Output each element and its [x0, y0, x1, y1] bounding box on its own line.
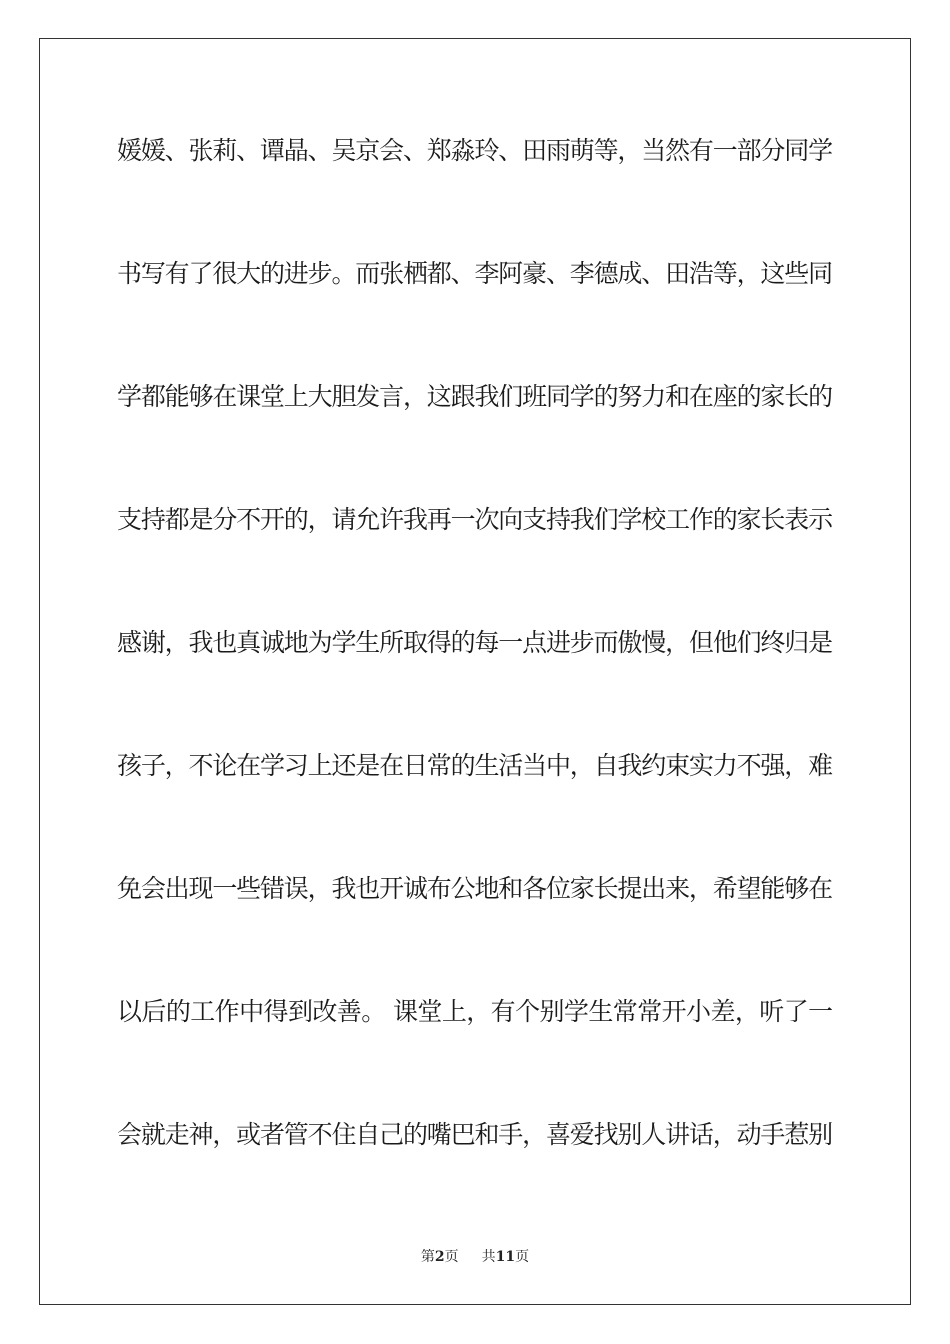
text-line-4: 支持都是分不开的，请允许我再一次向支持我们学校工作的家长表示	[117, 505, 832, 534]
page-number: 2	[434, 1249, 445, 1265]
page-indicator	[421, 1246, 459, 1266]
total-suffix: 页	[515, 1249, 530, 1265]
text-line-2: 书写有了很大的进步。而张栖都、李阿豪、李德成、田浩等，这些同	[117, 259, 832, 288]
total-prefix: 共	[481, 1249, 496, 1265]
text-line-6: 孩子，不论在学习上还是在日常的生活当中，自我约束实力不强，难	[117, 751, 832, 780]
text-line-8: 以后的工作中得到改善。 课堂上，有个别学生常常开小差，听了一	[117, 997, 833, 1026]
text-line-3: 学都能够在课堂上大胆发言，这跟我们班同学的努力和在座的家长的	[117, 382, 832, 411]
text-line-5: 感谢，我也真诚地为学生所取得的每一点进步而傲慢，但他们终归是	[117, 628, 832, 657]
text-line-1: 媛媛、张莉、谭晶、吴京会、郑淼玲、田雨萌等，当然有一部分同学	[117, 136, 832, 165]
total-pages-number: 11	[495, 1249, 516, 1265]
page-prefix: 第	[420, 1249, 435, 1265]
text-line-9: 会就走神，或者管不住自己的嘴巴和手，喜爱找别人讲话，动手惹别	[117, 1120, 832, 1149]
total-pages-indicator	[482, 1246, 529, 1266]
page-suffix: 页	[444, 1249, 459, 1265]
page-footer	[0, 1246, 950, 1266]
text-line-7: 免会出现一些错误，我也开诚布公地和各位家长提出来，希望能够在	[117, 874, 832, 903]
